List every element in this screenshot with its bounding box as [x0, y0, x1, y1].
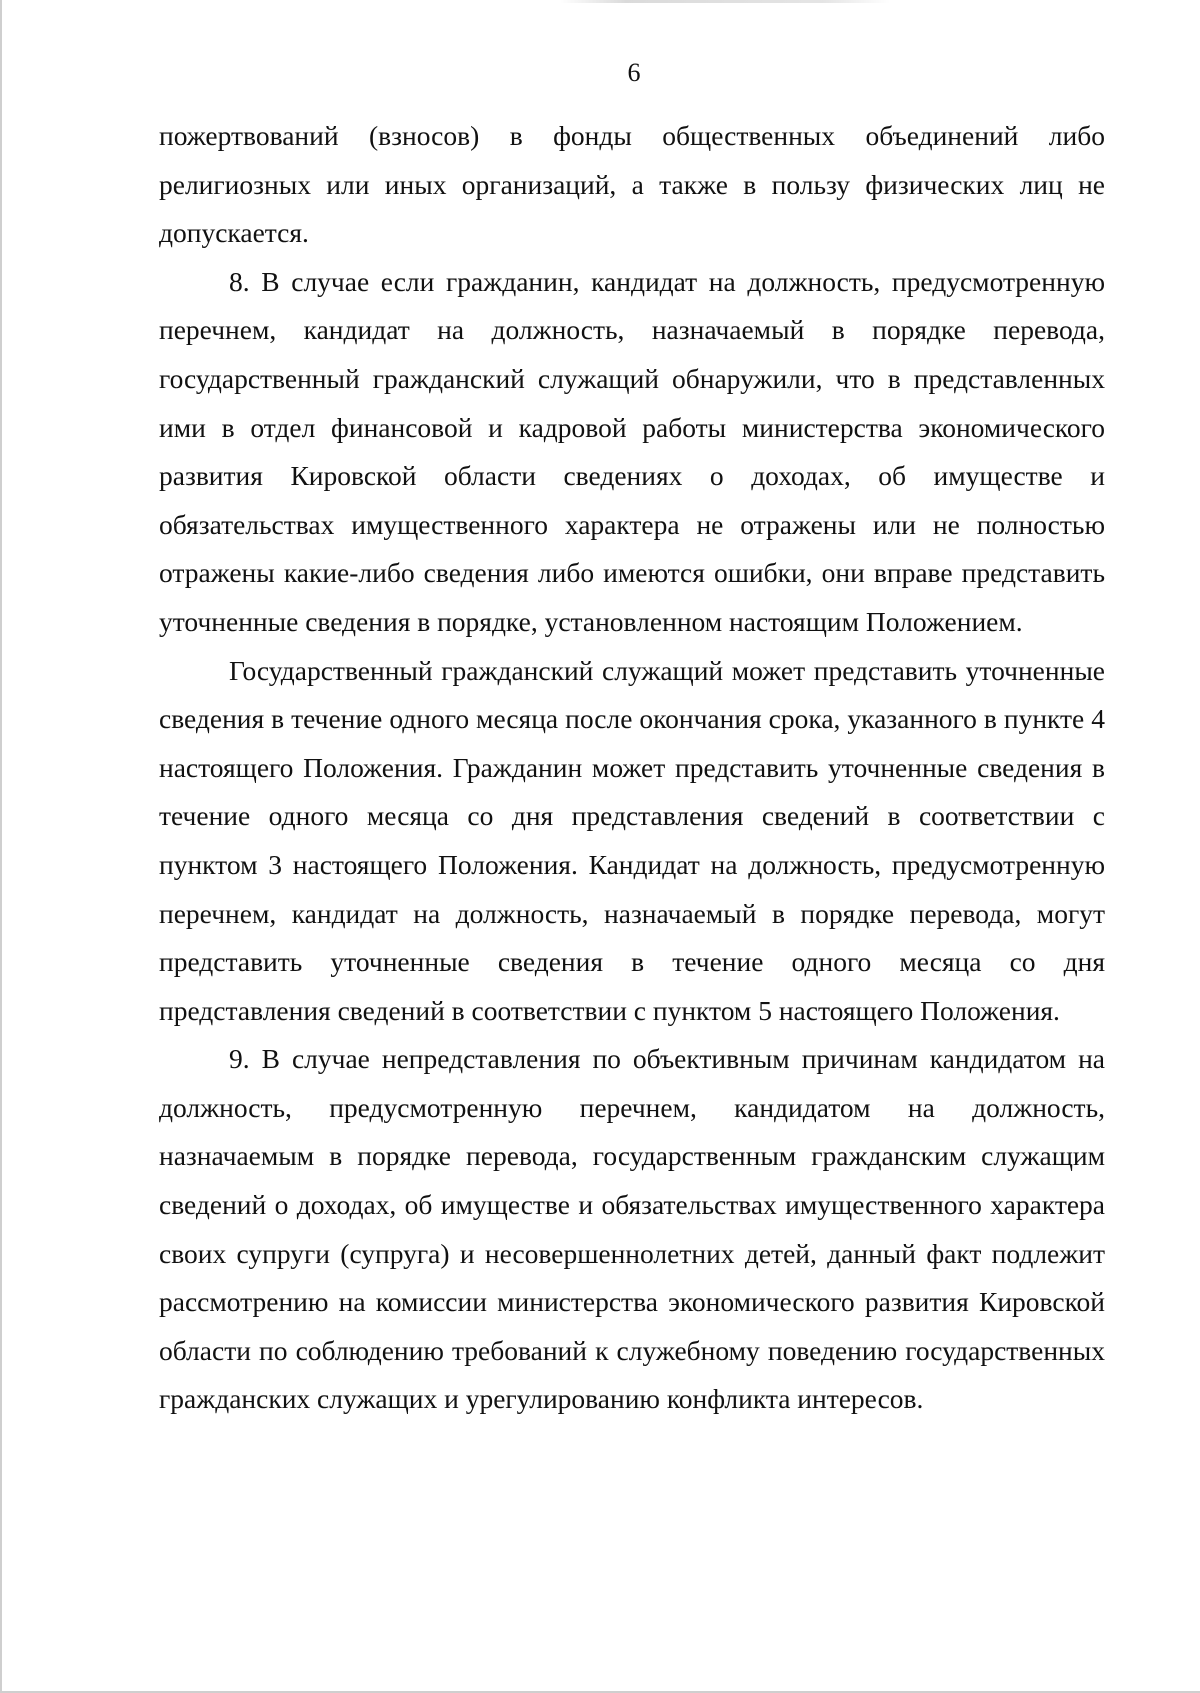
paragraph-continuation: пожертвований (взносов) в фонды общественных объединений либо религиозных или иных организаций, а также в пользу физических лиц не допускается.	[159, 120, 1105, 249]
paragraph-item-8: 8. В случае если гражданин, кандидат на должность, предусмотренную перечнем, кандидат на должность, назначаемый в порядке перевода, государственный гражданский служащий обнаружили, что в представленных ими в отдел финансовой и кадровой работы министерства экономического развития Кировской области сведениях о доходах, об имуществе и обязательствах имущественного характера не отражены или не полностью отражены какие-либо сведения либо имеются ошибки, они вправе представить уточненные сведения в порядке, установленном настоящим Положением.	[159, 265, 1105, 637]
scan-edge-left	[0, 0, 2, 1693]
paragraph-item-8-continued: Государственный гражданский служащий может представить уточненные сведения в течение одного месяца после окончания срока, указанного в пункте 4 настоящего Положения. Гражданин может представить уточненные сведения в течение одного месяца со дня представления сведений в соответствии с пунктом 3 настоящего Положения. Кандидат на должность, предусмотренную перечнем, кандидат на должность, назначаемый в порядке перевода, могут представить уточненные сведения в течение одного месяца со дня представления сведений в соответствии с пунктом 5 настоящего Положения.	[159, 654, 1105, 1026]
scan-artifact-top	[560, 0, 890, 3]
paragraph-item-9: 9. В случае непредставления по объективным причинам кандидатом на должность, предусмотренную перечнем, кандидатом на должность, назначаемым в порядке перевода, государственным гражданским служащим сведений о доходах, об имуществе и обязательствах имущественного характера своих супруги (супруга) и несовершеннолетних детей, данный факт подлежит рассмотрению на комиссии министерства экономического развития Кировской области по соблюдению требований к служебному поведению государственных гражданских служащих и урегулированию конфликта интересов.	[159, 1043, 1105, 1415]
document-body	[159, 112, 1105, 1424]
page-number: 6	[627, 58, 641, 87]
